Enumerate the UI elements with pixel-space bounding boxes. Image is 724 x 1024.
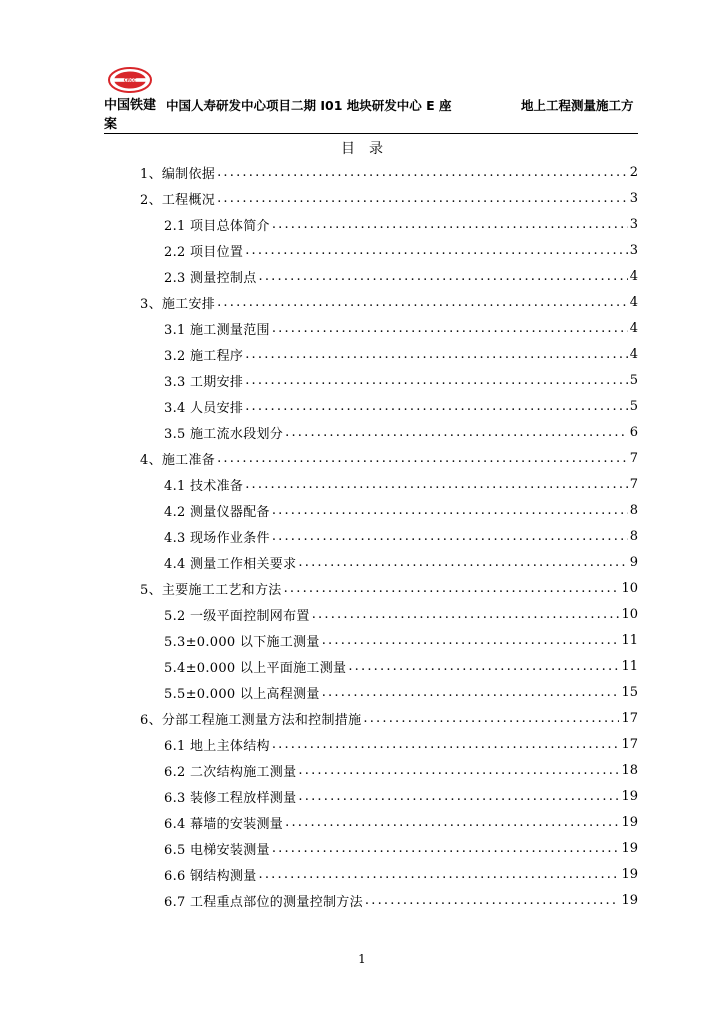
- toc-entry[interactable]: [164, 341, 638, 367]
- toc-entry-page: 10: [621, 606, 638, 622]
- toc-dot-leader: [272, 529, 628, 544]
- toc-entry-label: 5.3±0.000 以下施工测量: [164, 634, 320, 650]
- document-title: 地上工程测量施工方: [521, 98, 634, 113]
- toc-entry-page: 6: [629, 424, 638, 440]
- toc-entry-label: 1、编制依据: [140, 166, 216, 182]
- toc-entry-label: 6.2 二次结构施工测量: [164, 764, 297, 780]
- toc-entry-page: 19: [621, 788, 638, 804]
- toc-entry-page: 7: [629, 450, 638, 466]
- toc-entry[interactable]: [164, 887, 638, 913]
- toc-entry-label: 4、施工准备: [140, 452, 216, 468]
- toc-entry[interactable]: [164, 731, 638, 757]
- toc-dot-leader: [285, 815, 619, 830]
- toc-entry-page: 11: [621, 632, 638, 648]
- toc-entry-label: 4.2 测量仪器配备: [164, 504, 270, 520]
- toc-dot-leader: [348, 659, 619, 674]
- toc-entry[interactable]: [164, 809, 638, 835]
- toc-entry-label: 3.2 施工程序: [164, 348, 244, 364]
- toc-entry[interactable]: [164, 861, 638, 887]
- toc-entry[interactable]: [140, 289, 638, 315]
- toc-entry-label: 2.1 项目总体简介: [164, 218, 270, 234]
- toc-entry[interactable]: [164, 523, 638, 549]
- toc-entry-label: 5.2 一级平面控制网布置: [164, 608, 310, 624]
- toc-entry[interactable]: [140, 159, 638, 185]
- toc-dot-leader: [217, 451, 628, 466]
- toc-entry-label: 6.6 钢结构测量: [164, 868, 257, 884]
- toc-entry-page: 3: [629, 216, 638, 232]
- toc-entry-label: 5.4±0.000 以上平面施工测量: [164, 660, 347, 676]
- toc-dot-leader: [285, 425, 628, 440]
- toc-entry[interactable]: [164, 783, 638, 809]
- toc-entry-page: 4: [629, 346, 638, 362]
- toc-entry[interactable]: [140, 575, 638, 601]
- toc-entry-label: 2.3 测量控制点: [164, 270, 257, 286]
- toc-entry[interactable]: [164, 237, 638, 263]
- toc-entry-label: 6.1 地上主体结构: [164, 738, 270, 754]
- toc-dot-leader: [272, 503, 628, 518]
- company-name-line1: 中国铁建: [104, 98, 157, 113]
- toc-dot-leader: [259, 269, 628, 284]
- toc-entry-page: 18: [621, 762, 638, 778]
- toc-dot-leader: [245, 373, 628, 388]
- toc-entry[interactable]: [140, 185, 638, 211]
- toc-title: 目录: [341, 141, 397, 157]
- toc-entry-page: 11: [621, 658, 638, 674]
- toc-entry[interactable]: [164, 211, 638, 237]
- toc-entry-label: 4.3 现场作业条件: [164, 530, 270, 546]
- toc-entry-label: 5、主要施工工艺和方法: [140, 582, 282, 598]
- toc-dot-leader: [322, 685, 620, 700]
- toc-entry-label: 6.4 幕墙的安装测量: [164, 816, 284, 832]
- toc-entry-label: 3.4 人员安排: [164, 400, 244, 416]
- toc-entry[interactable]: [140, 705, 638, 731]
- toc-dot-leader: [272, 321, 628, 336]
- logo-text: CRCC: [123, 77, 137, 83]
- toc-entry-page: 4: [629, 294, 638, 310]
- toc-entry-page: 19: [621, 892, 638, 908]
- toc-dot-leader: [245, 243, 628, 258]
- toc-entry-page: 10: [621, 580, 638, 596]
- toc-entry[interactable]: [164, 653, 638, 679]
- toc-dot-leader: [363, 711, 619, 726]
- toc-dot-leader: [245, 477, 628, 492]
- toc-entry-page: 4: [629, 268, 638, 284]
- toc-entry-page: 5: [629, 398, 638, 414]
- company-name-line2: 案: [104, 117, 118, 132]
- toc-entry-label: 3、施工安排: [140, 296, 216, 312]
- toc-entry-label: 4.4 测量工作相关要求: [164, 556, 297, 572]
- toc-entry-page: 19: [621, 840, 638, 856]
- toc-entry[interactable]: [140, 445, 638, 471]
- toc-entry[interactable]: [164, 549, 638, 575]
- toc-dot-leader: [272, 841, 620, 856]
- header-rule: [104, 133, 638, 134]
- toc-entry-page: 3: [629, 190, 638, 206]
- toc-entry-page: 3: [629, 242, 638, 258]
- toc-entry-label: 6.7 工程重点部位的测量控制方法: [164, 894, 363, 910]
- toc-entry-page: 9: [629, 554, 638, 570]
- toc-entry-page: 19: [621, 814, 638, 830]
- toc-dot-leader: [272, 737, 620, 752]
- toc-entry-page: 17: [621, 736, 638, 752]
- toc-entry[interactable]: [164, 835, 638, 861]
- toc-entry-label: 3.3 工期安排: [164, 374, 244, 390]
- toc-dot-leader: [284, 581, 620, 596]
- toc-entry[interactable]: [164, 471, 638, 497]
- toc-entry-page: 7: [629, 476, 638, 492]
- toc-dot-leader: [298, 555, 627, 570]
- page-number: 1: [358, 952, 366, 966]
- toc-entry-label: 3.1 施工测量范围: [164, 322, 270, 338]
- toc-dot-leader: [259, 867, 620, 882]
- toc-entry-label: 2.2 项目位置: [164, 244, 244, 260]
- toc-entry-label: 5.5±0.000 以上高程测量: [164, 686, 320, 702]
- toc-entry[interactable]: [164, 757, 638, 783]
- toc-entry-page: 17: [621, 710, 638, 726]
- toc-entry-label: 6、分部工程施工测量方法和控制措施: [140, 712, 362, 728]
- toc-entry[interactable]: [164, 367, 638, 393]
- toc-dot-leader: [217, 165, 628, 180]
- toc-entry[interactable]: [164, 497, 638, 523]
- toc-entry-label: 2、工程概况: [140, 192, 216, 208]
- toc-entry-page: 5: [629, 372, 638, 388]
- toc-dot-leader: [365, 893, 620, 908]
- toc-entry-page: 8: [629, 528, 638, 544]
- toc-entry[interactable]: [164, 263, 638, 289]
- company-name: [104, 96, 160, 134]
- toc-entry-page: 15: [621, 684, 638, 700]
- toc-dot-leader: [298, 763, 619, 778]
- toc-dot-leader: [245, 399, 628, 414]
- toc-entry-label: 6.3 装修工程放样测量: [164, 790, 297, 806]
- toc-entry[interactable]: [164, 419, 638, 445]
- toc-dot-leader: [272, 217, 628, 232]
- toc-entry-page: 8: [629, 502, 638, 518]
- toc-entry-page: 2: [629, 164, 638, 180]
- toc-dot-leader: [217, 295, 628, 310]
- toc-dot-leader: [217, 191, 628, 206]
- toc-dot-leader: [322, 633, 620, 648]
- toc-entry[interactable]: [164, 627, 638, 653]
- toc-entry-page: 19: [621, 866, 638, 882]
- toc-entry[interactable]: [164, 393, 638, 419]
- toc-entry[interactable]: [164, 601, 638, 627]
- toc-entry[interactable]: [164, 679, 638, 705]
- toc-entry-label: 3.5 施工流水段划分: [164, 426, 284, 442]
- toc-dot-leader: [245, 347, 628, 362]
- toc-dot-leader: [312, 607, 620, 622]
- toc-dot-leader: [298, 789, 619, 804]
- project-name: 中国人寿研发中心项目二期 I01 地块研发中心 E 座: [166, 98, 452, 113]
- crcc-logo: [107, 66, 153, 94]
- toc-entry[interactable]: [164, 315, 638, 341]
- toc-entry-label: 6.5 电梯安装测量: [164, 842, 270, 858]
- toc-entry-label: 4.1 技术准备: [164, 478, 244, 494]
- toc-entry-page: 4: [629, 320, 638, 336]
